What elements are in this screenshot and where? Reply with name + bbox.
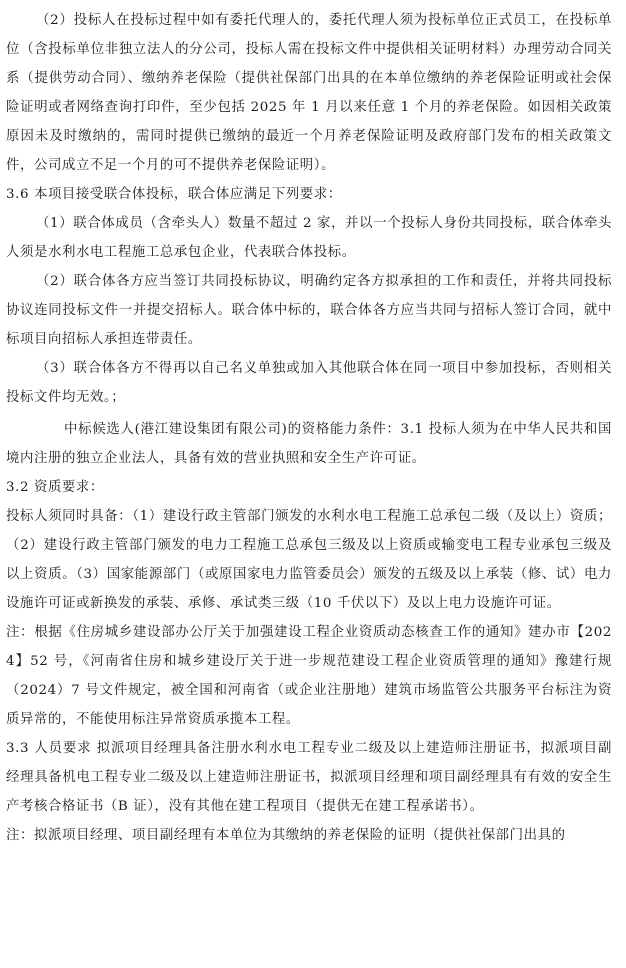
paragraph-winning-candidate: 中标候选人(港江建设集团有限公司)的资格能力条件：3.1 投标人须为在中华人民共和国境内注册的独立企业法人，具备有效的营业执照和安全生产许可证。 xyxy=(6,422,612,466)
paragraph-personnel-note: 注：拟派项目经理、项目副经理有本单位为其缴纳的养老保险的证明（提供社保部门出具的 xyxy=(6,828,566,843)
paragraph-consortium-members: （1）联合体成员（含牵头人）数量不超过 2 家，并以一个投标人身份共同投标，联合体牵头人须是水利水电工程施工总承包企业，代表联合体投标。 xyxy=(6,216,612,260)
paragraph-consortium-agreement: （2）联合体各方应当签订共同投标协议，明确约定各方拟承担的工作和责任，并将共同投标协议连同投标文件一并提交招标人。联合体中标的，联合体各方应当共同与招标人签订合同，就中标项目向招标人承担连带责任。 xyxy=(6,274,612,347)
paragraph-personnel-requirements: 3.3 人员要求 拟派项目经理具备注册水利水电工程专业二级及以上建造师注册证书，拟派项目副经理具备机电工程专业二级及以上建造师注册证书，拟派项目经理和项目副经理具有有效的安全生产考核合格证书（B 证），没有其他在建工程项目（提供无在建工程承诺书）。 xyxy=(6,741,612,814)
section-3-6-heading: 3.6 本项目接受联合体投标，联合体应满足下列要求： xyxy=(6,187,342,202)
section-3-2-heading: 3.2 资质要求： xyxy=(6,480,104,495)
paragraph-qualification-note: 注：根据《住房城乡建设部办公厅关于加强建设工程企业资质动态核查工作的通知》建办市【2024】52 号，《河南省住房和城乡建设厅关于进一步规范建设工程企业资质管理的通知》豫建行规（2024）7 号文件规定，被全国和河南省（或企业注册地）建筑市场监管公共服务平台标注为资质异常的，不能使用标注异常资质承揽本工程。 xyxy=(6,625,612,727)
paragraph-entrusted-agent: （2）投标人在投标过程中如有委托代理人的，委托代理人须为投标单位正式员工，在投标单位（含投标单位非独立法人的分公司，投标人需在投标文件中提供相关证明材料）办理劳动合同关系（提供劳动合同）、缴纳养老保险（提供社保部门出具的在本单位缴纳的养老保险证明或社会保险证明或者网络查询打印件，至少包括 2025 年 1 月以来任意 1 个月的养老保险。如因相关政策原因未及时缴纳的，需同时提供已缴纳的最近一个月养老保险证明及政府部门发布的相关政策文件，公司成立不足一个月的可不提供养老保险证明）。 xyxy=(6,13,612,173)
paragraph-qualification-requirements: 投标人须同时具备：（1）建设行政主管部门颁发的水利水电工程施工总承包二级（及以上）资质；（2）建设行政主管部门颁发的电力工程施工总承包三级及以上资质或输变电工程专业承包三级及以上资质。（3）国家能源部门（或原国家电力监管委员会）颁发的五级及以上承装（修、试）电力设施许可证或新换发的承装、承修、承试类三级（10 千伏以下）及以上电力设施许可证。 xyxy=(6,509,612,611)
paragraph-consortium-restriction: （3）联合体各方不得再以自己名义单独或加入其他联合体在同一项目中参加投标，否则相关投标文件均无效。； xyxy=(6,361,612,405)
